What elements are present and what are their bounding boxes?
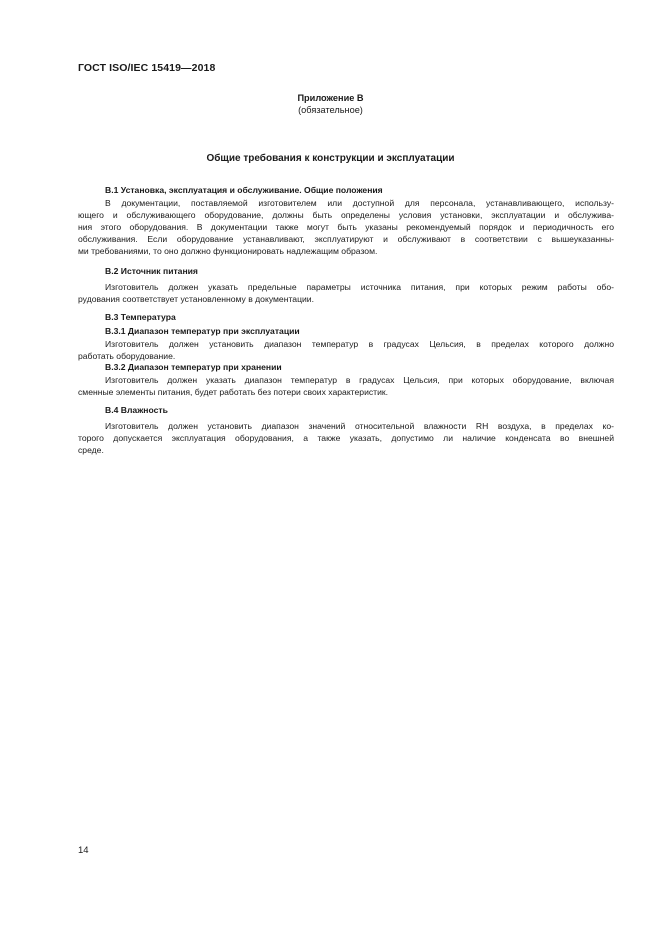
annex-title: Приложение В	[297, 93, 364, 103]
annex-main-title: Общие требования к конструкции и эксплуатации	[206, 153, 455, 164]
section-heading-b4: В.4 Влажность	[105, 405, 168, 415]
paragraph-line: ющего и обслуживающего оборудование, должны быть определены условия установки, эксплуатации и обслужива-	[78, 210, 614, 220]
section-heading-b32: В.3.2 Диапазон температур при хранении	[105, 362, 282, 372]
paragraph-line: рудования соответствует установленному в документации.	[78, 294, 314, 304]
section-heading-b3: В.3 Температура	[105, 312, 176, 322]
annex-status: (обязательное)	[298, 105, 363, 115]
paragraph-line: среде.	[78, 445, 104, 455]
paragraph-line: Изготовитель должен установить диапазон температур в градусах Цельсия, в пределах которого должно	[105, 339, 614, 349]
paragraph-line: Изготовитель должен установить диапазон значений относительной влажности RH воздуха, в пределах ко-	[105, 421, 614, 431]
document-code: ГОСТ ISO/IEC 15419—2018	[78, 62, 216, 74]
paragraph-line: ния этого оборудования. В документации также могут быть указаны рекомендуемый порядок и периодичность его	[78, 222, 614, 232]
section-paragraph-b4	[78, 420, 614, 456]
paragraph-line: обслуживания. Если оборудование устанавливают, эксплуатируют и обслуживают в соответствии с вышеуказанны-	[78, 234, 614, 244]
section-heading-b31: В.3.1 Диапазон температур при эксплуатации	[105, 326, 300, 336]
paragraph-line: Изготовитель должен указать диапазон температур в градусах Цельсия, при которых оборудование, включая	[105, 375, 614, 385]
section-paragraph-b2	[78, 281, 614, 305]
page-number: 14	[78, 845, 89, 856]
paragraph-line: работать оборудование.	[78, 351, 176, 361]
section-heading-b1: В.1 Установка, эксплуатация и обслуживание. Общие положения	[105, 185, 383, 195]
paragraph-line: Изготовитель должен указать предельные параметры источника питания, при которых режим работы обо-	[105, 282, 614, 292]
paragraph-line: ми требованиями, то оно должно функционировать надлежащим образом.	[78, 246, 378, 256]
section-heading-b2: В.2 Источник питания	[105, 266, 198, 276]
section-paragraph-b31	[78, 338, 614, 362]
paragraph-line: В документации, поставляемой изготовителем или доступной для персонала, устанавливающего, использу-	[105, 198, 614, 208]
paragraph-line: торого допускается эксплуатация оборудования, а также указать, допустимо ли наличие конденсата во внешней	[78, 433, 614, 443]
section-paragraph-b1	[78, 197, 614, 257]
section-paragraph-b32	[78, 374, 614, 398]
paragraph-line: сменные элементы питания, будет работать без потери своих характеристик.	[78, 387, 389, 397]
